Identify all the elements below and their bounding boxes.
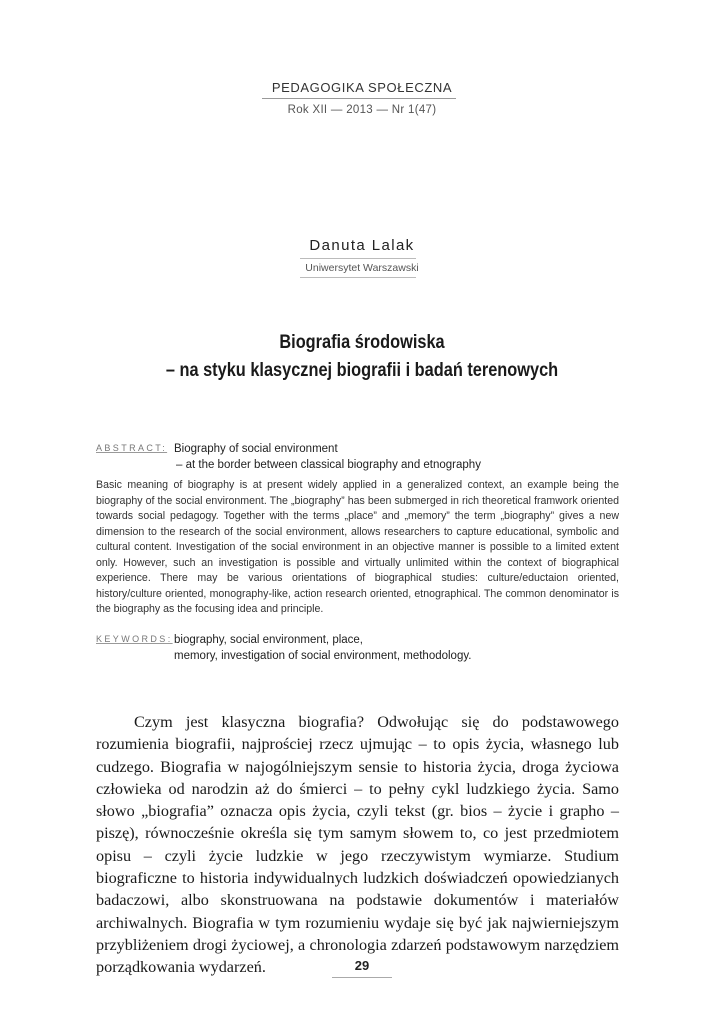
- abstract-title-line-2: – at the border between classical biography and etnography: [176, 459, 481, 471]
- abstract-label: ABSTRACT:: [96, 443, 168, 453]
- keywords-line-1: biography, social environment, place,: [174, 634, 364, 646]
- journal-divider: [262, 98, 456, 99]
- keywords-text: [174, 632, 471, 664]
- article-title-line-1: Biografia środowiska: [279, 332, 445, 353]
- author-affiliation: Uniwersytet Warszawski: [305, 262, 419, 274]
- affiliation-rule-bottom: [300, 277, 416, 278]
- affiliation-rule-top: [300, 258, 416, 259]
- journal-issue: Rok XII — 2013 — Nr 1(47): [287, 104, 437, 116]
- article-title: [51, 329, 674, 385]
- page-number-rule: [332, 977, 392, 978]
- abstract-title: [174, 441, 481, 473]
- article-title-line-2: – na styku klasycznej biografii i badań terenowych: [165, 360, 559, 381]
- page-number: 29: [354, 958, 370, 973]
- journal-title: PEDAGOGIKA SPOŁECZNA: [271, 80, 453, 95]
- keywords-line-2: memory, investigation of social environment, methodology.: [174, 650, 472, 662]
- keywords-label: KEYWORDS:: [96, 634, 173, 644]
- body-paragraph: Czym jest klasyczna biografia? Odwołując się do podstawowego rozumienia biografii, najprościej rzecz ujmując – to opis życia, własnego lub cudzego. Biografia w najogólniejszym sensie to historia życia, droga życiowa człowieka od narodzin aż do śmierci – to pełny cykl ludzkiego życia. Samo słowo „biografia” oznacza opis życia, czyli tekst (gr. bios – życie i grapho – piszę), równocześnie określa się tym samym słowem to, co jest przedmiotem opisu – czyli życie ludzkie w jego rzeczywistym wymiarze. Studium biograficzne to historia indywidualnych ludzkich doświadczeń opowiedzianych badaczowi, albo skonstruowana na podstawie dokumentów i materiałów archiwalnych. Biografia w tym rozumieniu wydaje się być jak najwierniejszym przybliżeniem drogi życiowej, a chronologia zdarzeń podstawowym narzędziem porządkowania wydarzeń.: [96, 713, 619, 977]
- abstract-body: Basic meaning of biography is at present widely applied in a generalized context, an example being the biography of the social environment. The „biography” has been submerged in rich theoretical framwork oriented towards social pedagogy. Together with the terms „place” and „memory” the term „biography” gives a new dimension to the research of the social environment, allows researchers to capture educational, symbolic and cultural content. Investigation of the social environment in an objective manner is possible to a limited extent only. However, such an investigation is possible and virtually unlimited within the context of biographical experience. There may be various orientations of biographical studies: culture/eductaion oriented, history/culture oriented, monography-like, action research oriented, etnographical. The common denominator is the biography as the focusing idea and principle.: [96, 479, 619, 615]
- author-name: Danuta Lalak: [309, 237, 415, 254]
- abstract-title-line-1: Biography of social environment: [174, 443, 338, 455]
